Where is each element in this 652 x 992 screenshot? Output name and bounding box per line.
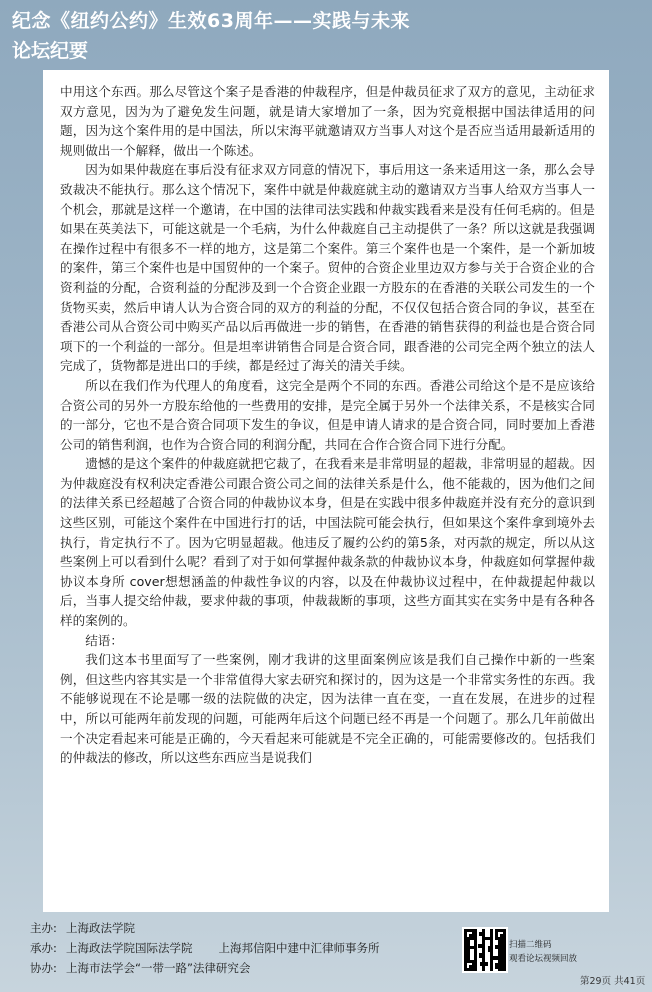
organizer-value-1: 上海政法学院国际法学院 bbox=[66, 941, 193, 955]
paragraph: 所以在我们作为代理人的角度看，这完全是两个不同的东西。香港公司给这个是不是应该给合资公司的另外一方股东给他的一些费用的安排，是完全属于另外一个法律关系，不是核实合同的一部分，它也不是合资合同项下发生的争议，但是申请人请求的是合资合同，同时要加上香港公司的销售利润，也作为合资合同的利润分配，共同在合作合资合同下进行分配。 bbox=[60, 377, 595, 452]
qr-caption bbox=[509, 938, 577, 966]
host-row bbox=[30, 918, 380, 938]
paragraph: 中用这个东西。那么尽管这个案子是香港的仲裁程序，但是仲裁员征求了双方的意见，主动征求双方意见，因为为了避免发生问题，就是请大家增加了一条，因为究竟根据中国法律适用的问题，因为这个案件用的是中国法，所以宋海平就邀请双方当事人对这个是否应当适用最新适用的规则做出一个解释，做出一个陈述。 bbox=[60, 84, 595, 158]
page-title: 纪念《纽约公约》生效63周年——实践与未来 bbox=[12, 10, 410, 32]
page-number: 第29页 共41页 bbox=[580, 976, 646, 987]
qr-caption-line-2: 观看论坛视频回放 bbox=[509, 954, 578, 964]
co-organizer-label: 协办: bbox=[30, 961, 57, 975]
host-value: 上海政法学院 bbox=[66, 921, 135, 935]
organizer-row bbox=[30, 938, 380, 958]
page-header bbox=[12, 6, 410, 66]
document-page bbox=[43, 70, 609, 912]
co-organizer-value: 上海市法学会“一带一路”法律研究会 bbox=[66, 961, 251, 975]
page-subtitle: 论坛纪要 bbox=[12, 40, 89, 62]
conclusion-heading: 结语： bbox=[85, 632, 123, 648]
organizer-label: 承办: bbox=[30, 941, 57, 955]
organizer-value-2: 上海邦信阳中建中汇律师事务所 bbox=[218, 941, 380, 955]
co-organizer-row bbox=[30, 958, 380, 978]
host-label: 主办: bbox=[30, 921, 57, 935]
paragraph: 我们这本书里面写了一些案例，刚才我讲的这里面案例应该是我们自己操作中新的一些案例，但这些内容其实是一个非常值得大家去研究和探讨的，因为这是一个非常实务性的东西。我不能够说现在不论是哪一级的法院做的决定，因为法律一直在变，一直在发展，在进步的过程中，所以可能两年前发现的问题，可能两年后这个问题已经不再是一个问题了。那么几年前做出一个决定看起来可能是正确的，今天看起来可能就是不完全正确的，可能需要修改的。包括我们的仲裁法的修改，所以这些东西应当是说我们 bbox=[60, 652, 595, 766]
qr-code-icon[interactable] bbox=[462, 927, 508, 973]
paragraph: 因为如果仲裁庭在事后没有征求双方同意的情况下，事后用这一条来适用这一条，那么会导致裁决不能执行。那么这个情况下，案件中就是仲裁庭就主动的邀请双方当事人给双方当事人一个机会，那就是这样一个邀请，在中国的法律司法实践和仲裁实践看来是没有任何毛病的。但是如果在英美法下，可能这就是一个毛病，为什么仲裁庭自己主动提供了一条？所以这就是我强调在操作过程中有很多不一样的地方，这是第二个案件。第三个案件也是一个案件，是一个新加坡的案件，第三个案件也是中国贸仲的一个案子。贸仲的合资企业里边双方参与关于合资企业的合资利益的分配，合资利益的分配涉及到一个合资企业跟一方股东的在香港的关联公司发生的一个货物买卖，然后申请人认为合资合同的双方的利益的分配，不仅仅包括合资合同的争议，甚至在香港公司从合资公司中购买产品以后再做进一步的销售，在香港的销售获得的利益也是合资合同项下的一个利益的一部分。但是坦率讲销售合同是合资合同，跟香港的公司完全两个独立的法人完成了，货物都是进出口的手续，都是经过了海关的清关手续。 bbox=[60, 162, 595, 374]
footer-credits bbox=[30, 918, 380, 978]
paragraph: 遗憾的是这个案件的仲裁庭就把它裁了，在我看来是非常明显的超裁，非常明显的超裁。因为仲裁庭没有权利决定香港公司跟合资公司之间的法律关系是什么，他不能裁的，因为他们之间的法律关系已经超越了合资合同的仲裁协议本身，但是在实践中很多仲裁庭并没有充分的意识到这些区别，可能这个案件在中国进行打的话，中国法院可能会执行，但如果这个案件拿到境外去执行，肯定执行不了。因为它明显超裁。他违反了履约公约的第5条，对丙款的规定，所以从这些案例上可以看到什么呢？看到了对于如何掌握仲裁条款的仲裁协议本身，仲裁庭如何掌握仲裁协议本身所 cover想想涵盖的仲裁性争议的内容，以及在仲裁协议过程中，在仲裁提起仲裁以后，当事人提交给仲裁，要求仲裁的事项，仲裁裁断的事项，这些方面其实在实务中是有各种各样的案例的。 bbox=[60, 456, 595, 629]
qr-caption-line-1: 扫描二维码 bbox=[509, 940, 552, 950]
